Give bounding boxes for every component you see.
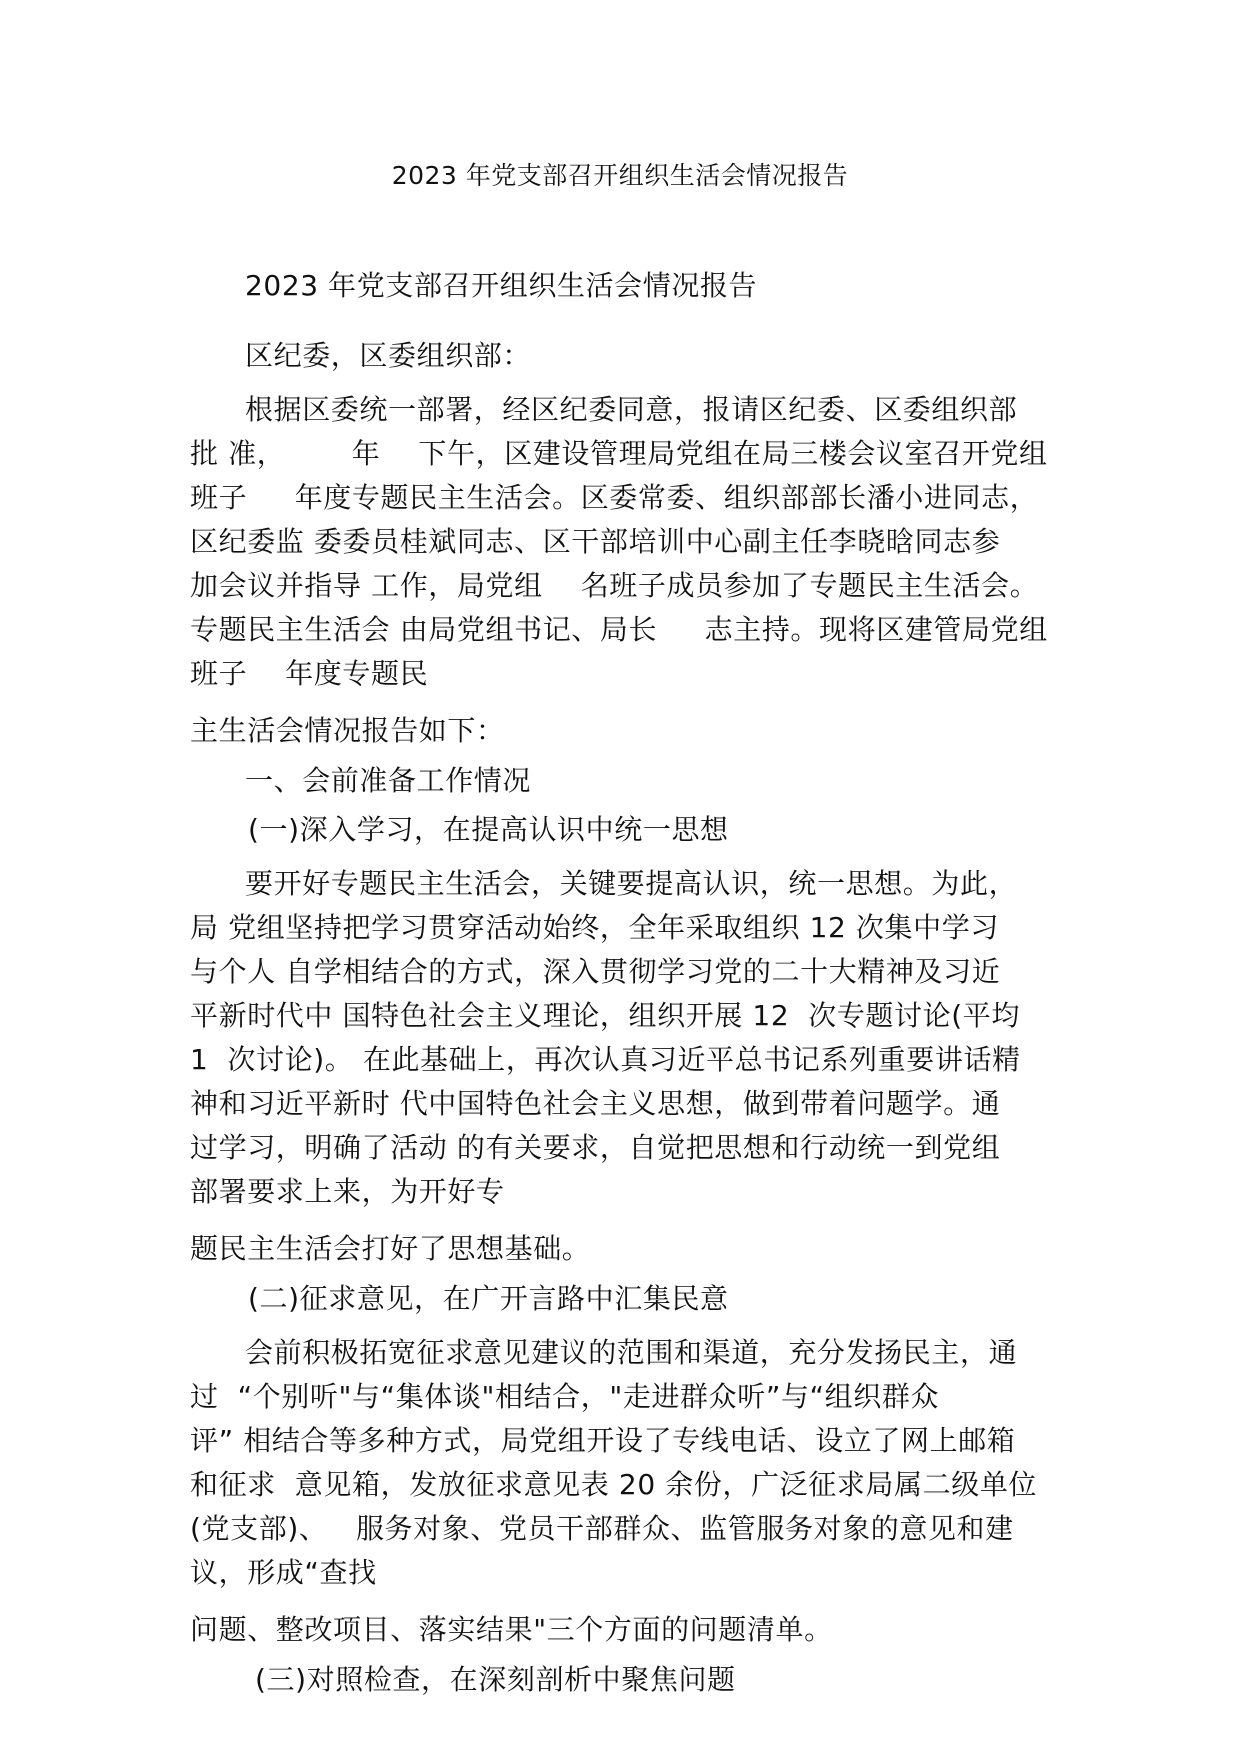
paragraph-line: 专题民主生活会 由局党组书记、局长 志主持。现将区建管局党组 — [190, 613, 1048, 646]
paragraph-line: 要开好专题民主生活会，关键要提高认识，统一思想。为此， — [245, 867, 1018, 900]
paragraph-line: 过 “个别听"与“集体谈"相结合，"走进群众听”与“组织群众 — [190, 1380, 940, 1413]
paragraph-line: 与个人 自学相结合的方式，深入贯彻学习党的二十大精神及习近 — [190, 955, 1001, 988]
report-title: 2023 年党支部召开组织生活会情况报告 — [245, 269, 758, 302]
paragraph-line: 评” 相结合等多种方式，局党组开设了专线电话、设立了网上邮箱 — [190, 1424, 1016, 1457]
section-heading: 一、会前准备工作情况 — [245, 764, 532, 797]
paragraph-line: 和征求 意见箱，发放征求意见表 20 余份，广泛征求局属二级单位 — [190, 1468, 1038, 1501]
paragraph-line: 部署要求上来，为开好专 — [190, 1175, 505, 1208]
paragraph-line: 根据区委统一部署，经区纪委同意，报请区纪委、区委组织部 — [245, 393, 1018, 426]
paragraph-line: 班子 年度专题民 — [190, 657, 429, 690]
document-header-title: 2023 年党支部召开组织生活会情况报告 — [391, 161, 849, 190]
paragraph-line: 问题、整改项目、落实结果"三个方面的问题清单。 — [190, 1613, 833, 1646]
subsection-heading: (二)征求意见，在广开言路中汇集民意 — [248, 1282, 729, 1315]
paragraph-line: 题民主生活会打好了思想基础。 — [190, 1232, 591, 1265]
paragraph-line: (党支部)、 服务对象、党员干部群众、监管服务对象的意见和建 — [190, 1512, 1014, 1545]
paragraph-line: 平新时代中 国特色社会主义理论，组织开展 12 次专题讨论(平均 — [190, 999, 1020, 1032]
paragraph-line: 局 党组坚持把学习贯穿活动始终，全年采取组织 12 次集中学习 — [190, 911, 999, 944]
paragraph-line: 1 次讨论)。 在此基础上，再次认真习近平总书记系列重要讲话精 — [190, 1043, 1021, 1076]
paragraph-line: 区纪委监 委委员桂斌同志、区干部培训中心副主任李晓晗同志参 — [190, 525, 1001, 558]
paragraph-line: 班子 年度专题民主生活会。区委常委、组织部部长潘小进同志， — [190, 481, 1039, 514]
paragraph-line: 神和习近平新时 代中国特色社会主义思想，做到带着问题学。通 — [190, 1087, 1001, 1120]
paragraph-line: 批 准， 年 下午，区建设管理局党组在局三楼会议室召开党组 — [190, 437, 1048, 470]
paragraph-line: 议，形成“查找 — [190, 1556, 377, 1589]
paragraph-line: 过学习，明确了活动 的有关要求，自觉把思想和行动统一到党组 — [190, 1131, 1001, 1164]
paragraph-line: 主生活会情况报告如下： — [190, 714, 505, 747]
paragraph-line: 加会议并指导 工作，局党组 名班子成员参加了专题民主生活会。 — [190, 569, 1039, 602]
addressee-line: 区纪委，区委组织部： — [245, 339, 532, 372]
subsection-heading: (三)对照检查，在深刻剖析中聚焦问题 — [255, 1663, 736, 1696]
paragraph-line: 会前积极拓宽征求意见建议的范围和渠道，充分发扬民主，通 — [245, 1336, 1018, 1369]
subsection-heading: (一)深入学习，在提高认识中统一思想 — [248, 813, 729, 846]
